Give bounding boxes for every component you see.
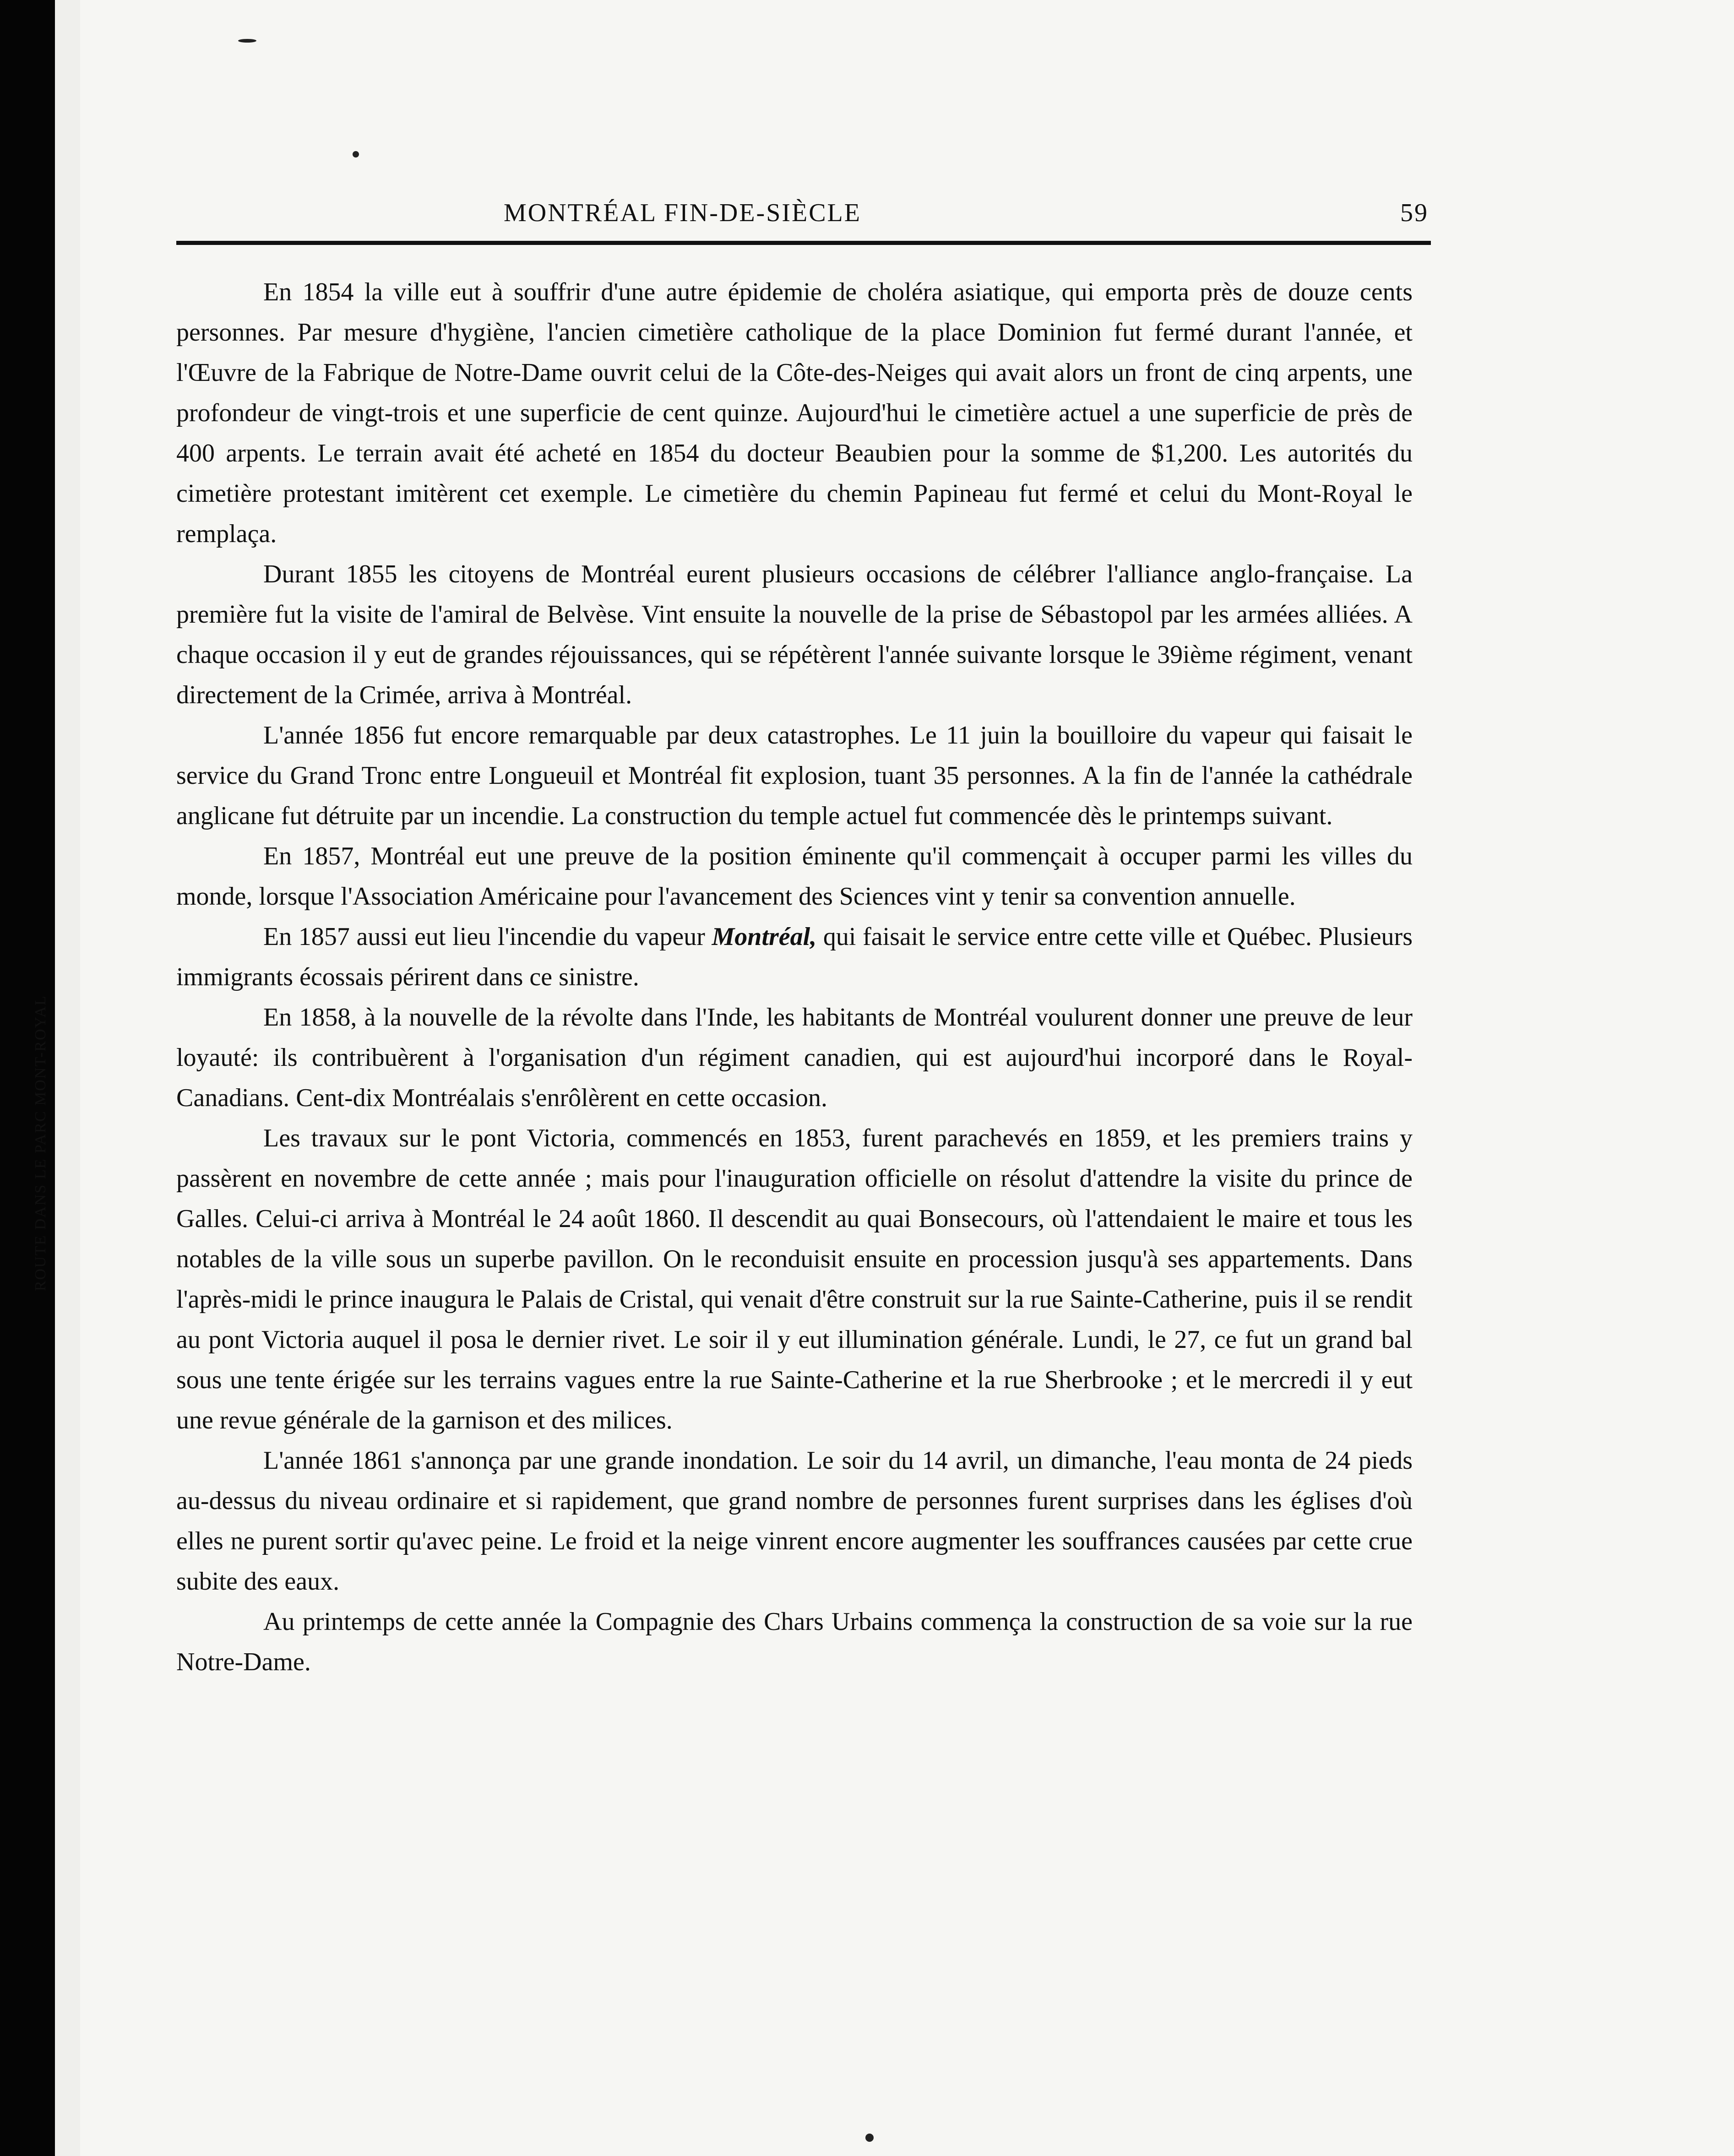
scan-speck — [865, 2134, 874, 2142]
paragraph: En 1854 la ville eut à souffrir d'une autre épidemie de choléra asiatique, qui emporta près de douze cents personnes. Par mesure d'hygiène, l'ancien cimetière catholique de la place Dominion fut fermé durant l'année, et l'Œuvre de la Fabrique de Notre-Dame ouvrit celui de la Côte-des-Neiges qui avait alors un front de cinq arpents, une profondeur de vingt-trois et une superficie de cent quinze. Aujourd'hui le cimetière actuel a une superficie de près de 400 arpents. Le terrain avait été acheté en 1854 du docteur Beaubien pour la somme de $1,200. Les autorités du cimetière protestant imitèrent cet exemple. Le cimetière du chemin Papineau fut fermé et celui du Mont-Royal le remplaça. — [176, 278, 1413, 548]
body-text — [176, 272, 1413, 1682]
scan-speck — [353, 151, 359, 157]
paragraph: Les travaux sur le pont Victoria, commencés en 1853, furent parachevés en 1859, et les premiers trains y passèrent en novembre de cette année ; mais pour l'inauguration officielle on résolut d'attendre la visite du prince de Galles. Celui-ci arriva à Montréal le 24 août 1860. Il descendit au quai Bonsecours, où l'attendaient le maire et tous les notables de la ville sous un superbe pavillon. On le reconduisit ensuite en procession jusqu'à ses appartements. Dans l'après-midi le prince inaugura le Palais de Cristal, qui venait d'être construit sur la rue Sainte-Catherine, puis il se rendit au pont Victoria auquel il posa le dernier rivet. Le soir il y eut illumination générale. Lundi, le 27, ce fut un grand bal sous une tente érigée sur les terrains vagues entre la rue Sainte-Catherine et la rue Sherbrooke ; et le mercredi il y eut une revue générale de la garnison et des milices. — [176, 1124, 1413, 1434]
running-header — [504, 198, 1429, 228]
paragraph-text: qui faisait le service entre cette ville et Québec. Plusieurs immigrants écossais périrent dans ce sinistre. — [176, 923, 1413, 991]
paragraph: L'année 1861 s'annonça par une grande inondation. Le soir du 14 avril, un dimanche, l'eau monta de 24 pieds au-dessus du niveau ordinaire et si rapidement, que grand nombre de personnes furent surprises dans les églises d'où elles ne purent sortir qu'avec peine. Le froid et la neige vinrent encore augmenter les souffrances causées par cette crue subite des eaux. — [176, 1446, 1413, 1596]
paragraph: L'année 1856 fut encore remarquable par deux catastrophes. Le 11 juin la bouilloire du vapeur qui faisait le service du Grand Tronc entre Longueuil et Montréal fit explosion, tuant 35 personnes. A la fin de l'année la cathédrale anglicane fut détruite par un incendie. La construction du temple actuel fut commencée dès le printemps suivant. — [176, 721, 1413, 830]
paragraph — [176, 917, 1413, 997]
paragraph: Au printemps de cette année la Compagnie des Chars Urbains commença la construction de sa voie sur la rue Notre-Dame. — [176, 1607, 1413, 1676]
scan-speck — [238, 39, 256, 43]
paragraph: En 1858, à la nouvelle de la révolte dans l'Inde, les habitants de Montréal voulurent donner une preuve de leur loyauté: ils contribuèrent à l'organisation d'un régiment canadien, qui est aujourd'hui incorporé dans le Royal-Canadians. Cent-dix Montréalais s'enrôlèrent en cette occasion. — [176, 1003, 1413, 1112]
paragraph-text: En 1857 aussi eut lieu l'incendie du vapeur — [263, 923, 712, 951]
facing-page-caption: ROUTE DANS LE PARC MONT-ROYAL — [32, 995, 49, 1291]
header-rule — [176, 241, 1431, 245]
paragraph: En 1857, Montréal eut une preuve de la position éminente qu'il commençait à occuper parmi les villes du monde, lorsque l'Association Américaine pour l'avancement des Sciences vint y tenir sa convention annuelle. — [176, 842, 1413, 911]
paragraph: Durant 1855 les citoyens de Montréal eurent plusieurs occasions de célébrer l'alliance anglo-française. La première fut la visite de l'amiral de Belvèse. Vint ensuite la nouvelle de la prise de Sébastopol par les armées alliées. A chaque occasion il y eut de grandes réjouissances, qui se répétèrent l'année suivante lorsque le 39ième régiment, venant directement de la Crimée, arriva à Montréal. — [176, 560, 1413, 709]
ship-name: Montréal, — [712, 923, 817, 951]
page-number: 59 — [1400, 199, 1429, 227]
running-title: MONTRÉAL FIN-DE-SIÈCLE — [504, 199, 861, 227]
